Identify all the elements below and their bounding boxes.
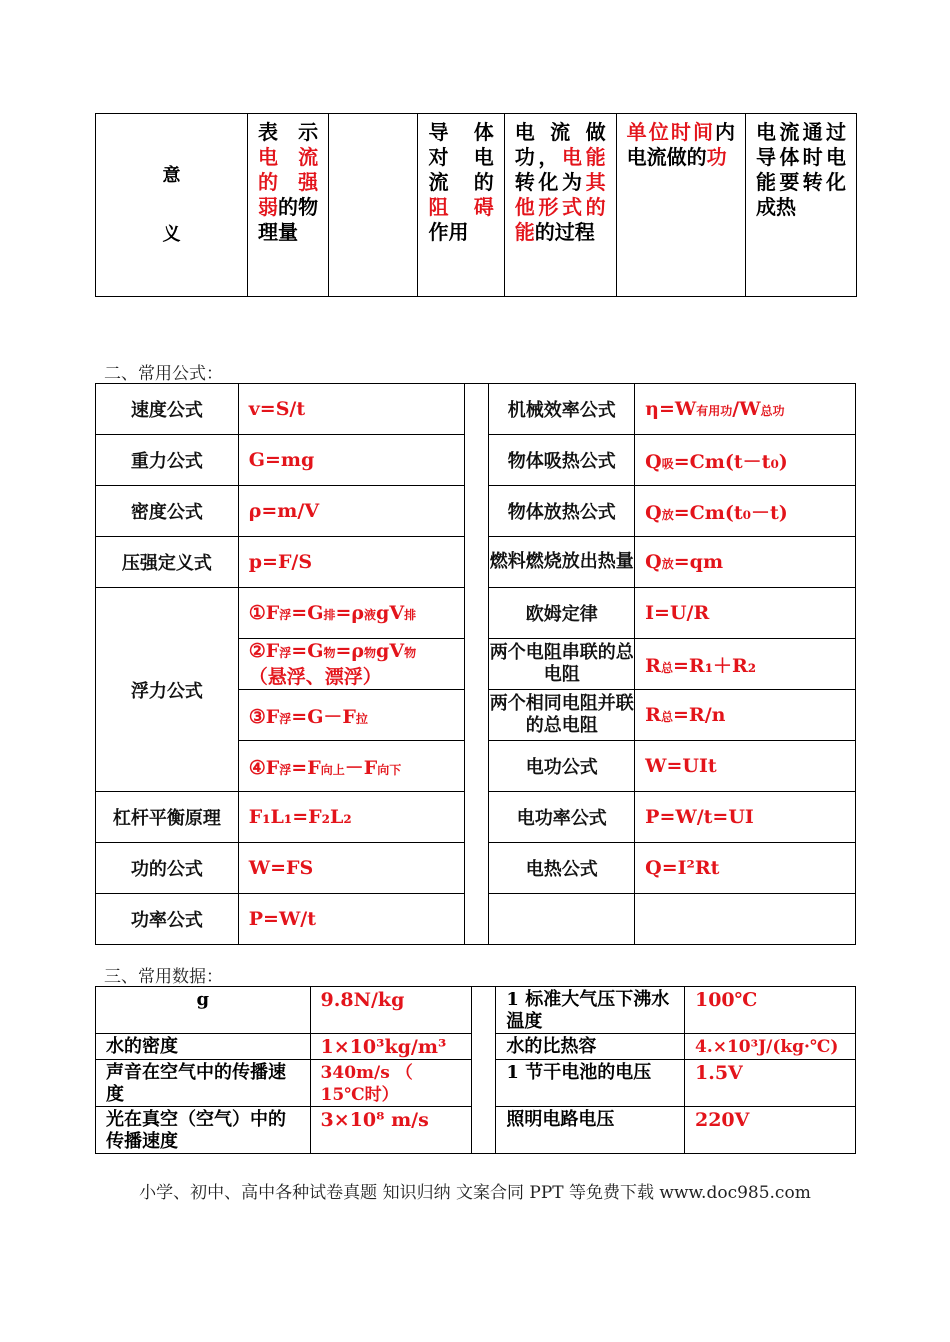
formula-label: 电功公式 bbox=[489, 741, 635, 792]
formula-label: 电热公式 bbox=[489, 843, 635, 894]
data-value: 100℃ bbox=[684, 987, 855, 1034]
column-gap bbox=[464, 537, 489, 588]
meaning-electric-power bbox=[616, 114, 745, 297]
table-row bbox=[96, 987, 856, 1034]
formula-value: F₁L₁=F₂L₂ bbox=[238, 792, 464, 843]
formula-label: 燃料燃烧放出热量 bbox=[489, 537, 635, 588]
cell-text-red: 功 bbox=[706, 145, 727, 169]
column-gap bbox=[464, 588, 489, 639]
footer-text: 小学、初中、高中各种试卷真题 知识归纳 文案合同 PPT 等免费下载 www.doc985.com bbox=[139, 1183, 811, 1203]
formula-label: 物体吸热公式 bbox=[489, 435, 635, 486]
data-label: 水的比热容 bbox=[496, 1034, 685, 1060]
formula-value: ρ=m/V bbox=[238, 486, 464, 537]
buoyancy-formula: ②F浮=G物=ρ物gV物 （悬浮、漂浮） bbox=[238, 639, 464, 690]
formula-value: Q放=qm bbox=[635, 537, 856, 588]
cell-text: 作用 bbox=[428, 220, 469, 244]
column-gap bbox=[464, 435, 489, 486]
formula-label: 两个电阻串联的总电阻 bbox=[489, 639, 635, 690]
data-label: 1 节干电池的电压 bbox=[496, 1060, 685, 1107]
data-value: 340m/s （ 15℃时） bbox=[310, 1060, 471, 1107]
formula-label: 电功率公式 bbox=[489, 792, 635, 843]
section-formulas-title: 二、常用公式： bbox=[104, 364, 223, 384]
data-value: 220V bbox=[684, 1107, 855, 1154]
cell-text-red: 其他形式的能 bbox=[514, 170, 606, 244]
formula-value: I=U/R bbox=[635, 588, 856, 639]
meaning-current bbox=[247, 114, 339, 297]
formula-value: G=mg bbox=[238, 435, 464, 486]
data-label: 声音在空气中的传播速度 bbox=[96, 1060, 311, 1107]
meaning-row-label bbox=[96, 114, 248, 297]
cell-text-red: 阻 碍 bbox=[428, 195, 494, 219]
formula-label bbox=[489, 894, 635, 945]
cell-text-red: 单位时间 bbox=[626, 120, 716, 144]
cell-text: 电流做功， bbox=[514, 120, 606, 169]
section-data-title: 三、常用数据： bbox=[104, 967, 223, 987]
cell-text-red: 电 流的 强弱 bbox=[257, 145, 319, 219]
formula-value: Q=I²Rt bbox=[635, 843, 856, 894]
table-row bbox=[96, 894, 856, 945]
formula-label: 两个相同电阻并联的总电阻 bbox=[489, 690, 635, 741]
data-value: 4.×10³J/(kg·℃) bbox=[684, 1034, 855, 1060]
formula-label: 杠杆平衡原理 bbox=[96, 792, 239, 843]
cell-text: 内电流做的 bbox=[626, 120, 736, 169]
data-label: 光在真空（空气）中的传播速度 bbox=[96, 1107, 311, 1154]
formula-label: 压强定义式 bbox=[96, 537, 239, 588]
formula-value: R总=R/n bbox=[635, 690, 856, 741]
data-label: 照明电路电压 bbox=[496, 1107, 685, 1154]
formula-label: 功率公式 bbox=[96, 894, 239, 945]
table-row bbox=[96, 537, 856, 588]
buoyancy-formula: ①F浮=G排=ρ液gV排 bbox=[238, 588, 464, 639]
formula-value: R总=R₁＋R₂ bbox=[635, 639, 856, 690]
buoyancy-formula: ③F浮=G－F拉 bbox=[238, 690, 464, 741]
formula-value: Q吸=Cm(t－t₀) bbox=[635, 435, 856, 486]
table-row bbox=[96, 792, 856, 843]
label-bottom: 义 bbox=[162, 223, 181, 245]
data-value: 1.5V bbox=[684, 1060, 855, 1107]
table-row bbox=[96, 486, 856, 537]
formula-value bbox=[635, 894, 856, 945]
formula-label: 速度公式 bbox=[96, 384, 239, 435]
meaning-table bbox=[95, 113, 857, 297]
cell-text: 表 示 bbox=[257, 120, 319, 144]
formula-value: W=UIt bbox=[635, 741, 856, 792]
label-top: 意 bbox=[162, 164, 181, 186]
column-gap bbox=[464, 843, 489, 894]
data-value: 9.8N/kg bbox=[310, 987, 471, 1034]
meaning-voltage bbox=[329, 114, 418, 297]
cell-text-red: 电能 bbox=[562, 145, 606, 169]
formula-table bbox=[95, 383, 856, 945]
table-row bbox=[96, 588, 856, 639]
data-value: 1×10³kg/m³ bbox=[310, 1034, 471, 1060]
meaning-electric-heat bbox=[746, 114, 857, 297]
column-gap bbox=[464, 894, 489, 945]
data-value: 3×10⁸ m/s bbox=[310, 1107, 471, 1154]
formula-label: 机械效率公式 bbox=[489, 384, 635, 435]
table-row bbox=[96, 435, 856, 486]
formula-label: 浮力公式 bbox=[96, 588, 239, 792]
column-gap bbox=[471, 987, 496, 1154]
cell-text: 电流通过导体时电能要转化成热 bbox=[756, 120, 846, 219]
column-gap bbox=[464, 741, 489, 792]
formula-value: v=S/t bbox=[238, 384, 464, 435]
column-gap bbox=[464, 384, 489, 435]
formula-value: η=W有用功/W总功 bbox=[635, 384, 856, 435]
formula-value: p=F/S bbox=[238, 537, 464, 588]
meaning-electric-work bbox=[504, 114, 616, 297]
data-label: 1 标准大气压下沸水温度 bbox=[496, 987, 685, 1034]
data-label: g bbox=[96, 987, 311, 1034]
formula-label: 密度公式 bbox=[96, 486, 239, 537]
formula-label: 欧姆定律 bbox=[489, 588, 635, 639]
cell-text: 转化为 bbox=[514, 170, 586, 194]
column-gap bbox=[464, 486, 489, 537]
data-table bbox=[95, 986, 856, 1154]
formula-value: P=W/t=UI bbox=[635, 792, 856, 843]
formula-label: 重力公式 bbox=[96, 435, 239, 486]
meaning-resistance bbox=[418, 114, 504, 297]
formula-value: W=FS bbox=[238, 843, 464, 894]
cell-text: 的物 理量 bbox=[257, 195, 339, 244]
formula-value: Q放=Cm(t₀－t) bbox=[635, 486, 856, 537]
buoyancy-formula: ④F浮=F向上－F向下 bbox=[238, 741, 464, 792]
data-label: 水的密度 bbox=[96, 1034, 311, 1060]
formula-value: P=W/t bbox=[238, 894, 464, 945]
table-row bbox=[96, 384, 856, 435]
column-gap bbox=[464, 792, 489, 843]
cell-text: 的过程 bbox=[534, 220, 595, 244]
column-gap bbox=[464, 690, 489, 741]
formula-label: 功的公式 bbox=[96, 843, 239, 894]
table-row bbox=[96, 843, 856, 894]
column-gap bbox=[464, 639, 489, 690]
cell-text: 导 体对 电流 的 bbox=[428, 120, 494, 194]
formula-label: 物体放热公式 bbox=[489, 486, 635, 537]
